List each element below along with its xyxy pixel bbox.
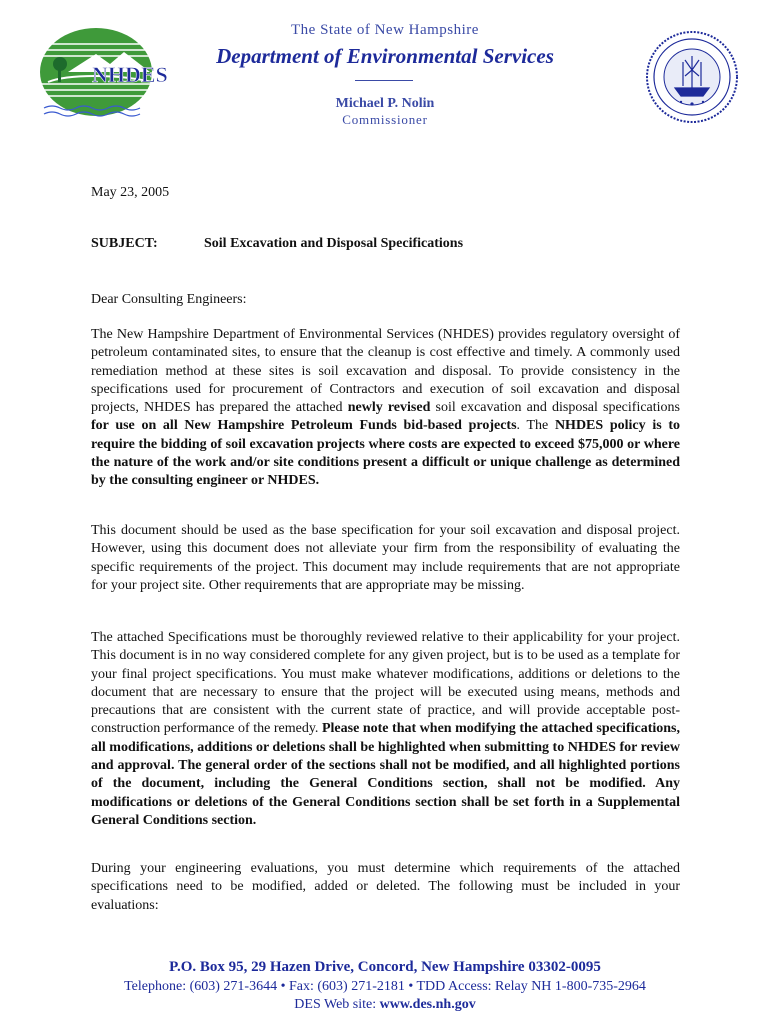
footer-web-link[interactable]: www.des.nh.gov bbox=[379, 997, 476, 1012]
p1-text-b: soil excavation and disposal specifications bbox=[435, 400, 680, 416]
subject-label: SUBJECT: bbox=[91, 236, 158, 251]
letter-date: May 23, 2005 bbox=[91, 185, 170, 200]
paragraph-3 bbox=[91, 629, 680, 830]
paragraph-1 bbox=[91, 326, 680, 491]
footer-address: P.O. Box 95, 29 Hazen Drive, Concord, New Hampshire 03302-0095 bbox=[169, 959, 601, 975]
p1-text-a: The New Hampshire Department of Environmental Services (NHDES) provides regulatory oversight of petroleum contaminated sites, to ensure that the cleanup is cost effective and timely. A commonly used remediation method at these sites is soil excavation and disposal. To provide consistency in the specifications used for procurement of Contractors and execution of soil excavation and disposal projects, NHDES has prepared the attached bbox=[91, 327, 680, 416]
footer-phone: Telephone: (603) 271-3644 • Fax: (603) 271-2181 • TDD Access: Relay NH 1-800-735-2964 bbox=[124, 979, 646, 994]
state-name: The State of New Hampshire bbox=[291, 22, 479, 38]
subject-text: Soil Excavation and Disposal Specifications bbox=[204, 236, 464, 251]
commissioner-title: Commissioner bbox=[342, 112, 428, 127]
logo-wordmark: NHDES bbox=[92, 62, 168, 87]
commissioner-name: Michael P. Nolin bbox=[335, 96, 435, 111]
p3-text: The attached Specifications must be thoroughly reviewed relative to their applicability for your project. This document is in no way considered complete for any given project, but is to be used as a template for your final project specifications. You must make whatever modifications, additions or deletions to the document that are necessary to ensure that the project will be executed using means, methods and precautions that are consistent with the current state of practice, and will provide acceptable post-construction performance of the remedy. bbox=[91, 630, 681, 737]
p1-bold-b: for use on all New Hampshire Petroleum Funds bid-based projects bbox=[91, 418, 517, 434]
p3-bold: Please note that when modifying the attached specifications, all modifications, additions or deletions shall be highlighted when submitting to NHDES for review and approval. The general order of the sections shall not be modified, and all highlighted portions of the document, including the General Conditions section, shall not be modified. Any modifications or deletions of the General Conditions section shall be set forth in a Supplemental General Conditions section. bbox=[91, 721, 681, 828]
p1-bold-c: NHDES policy is to require the bidding of soil excavation projects where costs are expected to exceed $75,000 or where the nature of the work and/or site conditions present a difficult or unique challenge as determined by the consulting engineer or NHDES. bbox=[91, 418, 681, 489]
p1-bold-a: newly revised bbox=[347, 400, 431, 416]
footer-web-label: DES Web site: bbox=[294, 997, 377, 1012]
footer-web bbox=[0, 997, 770, 1013]
paragraph-2: This document should be used as the base specification for your soil excavation and disposal project. However, using this document does not alleviate your firm from the responsibility of evaluating the specific requirements of the project. This document may include requirements that are not appropriate for your project site. Other requirements that are appropriate may be missing. bbox=[91, 523, 680, 593]
paragraph-4: During your engineering evaluations, you must determine which requirements of the attached specifications need to be modified, added or deleted. The following must be included in your evaluations: bbox=[91, 861, 680, 913]
department-name: Department of Environmental Services bbox=[216, 44, 554, 68]
state-seal bbox=[645, 30, 739, 124]
p1-text-c: . The bbox=[516, 418, 549, 434]
header-divider bbox=[355, 80, 413, 81]
salutation: Dear Consulting Engineers: bbox=[91, 292, 247, 307]
